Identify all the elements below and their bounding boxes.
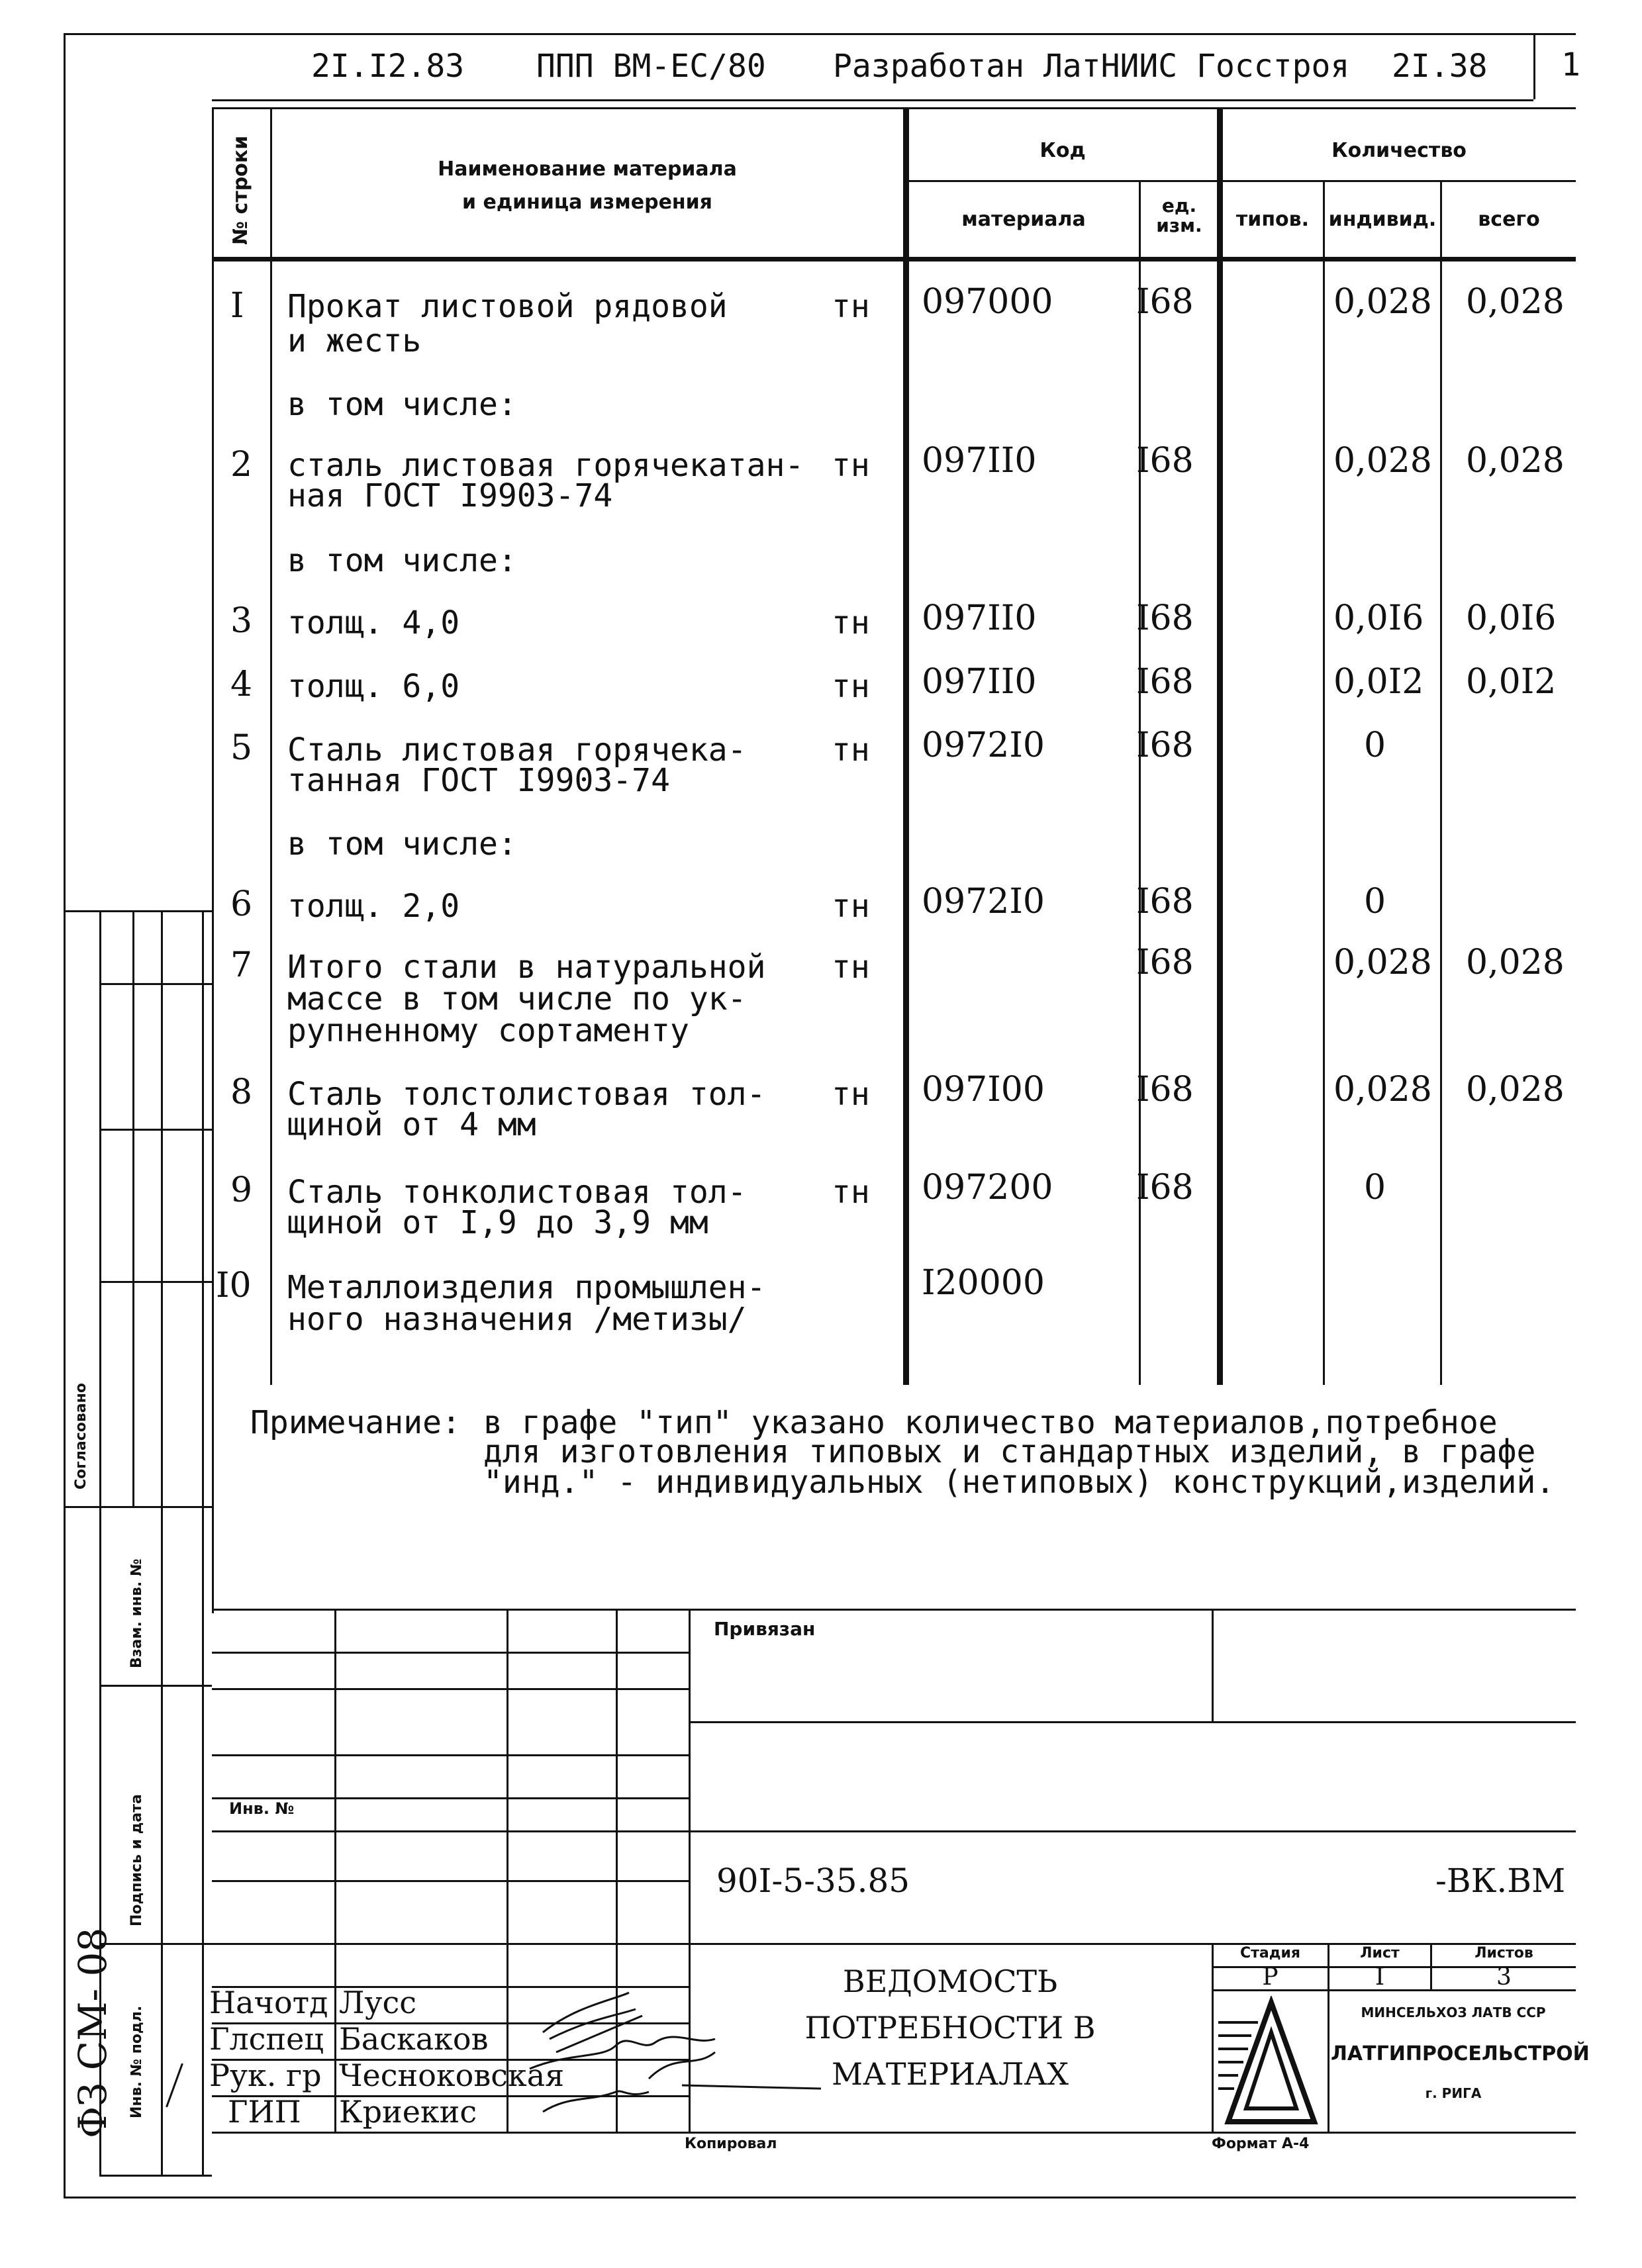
stage-value: Р (1262, 1963, 1279, 1991)
sidebar-line-c (161, 910, 163, 2177)
sheet-label: Лист (1360, 1945, 1400, 1961)
sidebar-bottom (99, 2175, 212, 2177)
row-name: в том числе: (287, 826, 517, 863)
row-no: 3 (230, 601, 253, 641)
row-total: 0,028 (1466, 943, 1565, 982)
stamp-copied: Копировал (685, 2136, 777, 2152)
header-date: 2I.I2.83 (311, 48, 465, 85)
stamp-title-2: ПОТРЕБНОСТИ В (804, 2010, 1096, 2046)
col-row-no: № строки (229, 135, 252, 245)
sheet-value: I (1375, 1963, 1385, 1991)
row-material: 097II0 (922, 598, 1037, 638)
row-no: I (230, 286, 244, 326)
sidebar-line-d (202, 910, 204, 2177)
row-name: Прокат листовой рядовой (287, 288, 728, 325)
sidebar-hl-3 (99, 1281, 212, 1283)
col-q-total: всего (1478, 208, 1540, 231)
row-name: щиной от I,9 до 3,9 мм (287, 1204, 708, 1241)
stamp-row-2 (212, 1688, 689, 1690)
col-sep-code (1217, 107, 1223, 1385)
col-q-ind: индивид. (1328, 208, 1437, 231)
sidebar-fz: ФЗ СМ- 08 (70, 1927, 115, 2138)
row-material: 097II0 (922, 662, 1037, 702)
row-uom: I68 (1136, 598, 1194, 638)
row-unit: тн (832, 604, 870, 641)
stamp-role: Глспец (209, 2021, 324, 2057)
row-uom: I68 (1136, 1168, 1194, 1207)
row-name: толщ. 2,0 (287, 888, 460, 925)
org-line-1: МИНСЕЛЬХОЗ ЛАТВ ССР (1361, 2005, 1546, 2020)
row-ind: 0 (1364, 1168, 1386, 1207)
stamp-name: Баскаков (339, 2021, 489, 2057)
row-total: 0,028 (1466, 1070, 1565, 1110)
header-code: 2I.38 (1392, 48, 1488, 85)
note-line-1: в графе "тип" указано количество материалов,потребное (483, 1404, 1498, 1441)
row-unit: тн (832, 949, 870, 986)
table-head-bottom (212, 257, 1576, 261)
row-total: 0,028 (1466, 441, 1565, 481)
stamp-title-1: ВЕДОМОСТЬ (842, 1963, 1058, 1999)
sidebar-hl-1 (99, 983, 212, 985)
header-ppp: ППП ВМ-ЕС/80 (536, 48, 766, 85)
stamp-col-1 (334, 1609, 336, 2132)
row-unit: тн (832, 732, 870, 769)
org-logo-icon (1218, 1996, 1324, 2128)
row-ind: 0 (1364, 726, 1386, 765)
stamp-row-1 (212, 1652, 689, 1654)
row-no: 4 (230, 665, 253, 704)
stamp-row-4 (212, 1754, 689, 1756)
stamp-name: Лусс (339, 1985, 416, 2020)
row-ind: 0,0I6 (1333, 598, 1424, 638)
row-unit: тн (832, 1174, 870, 1211)
row-uom: I68 (1136, 1070, 1194, 1110)
note-label: Примечание: (250, 1404, 461, 1441)
row-total: 0,028 (1466, 282, 1565, 322)
row-uom: I68 (1136, 882, 1194, 921)
sidebar-hl-2 (99, 1129, 212, 1131)
sidebar-top (64, 910, 212, 912)
row-ind: 0,028 (1333, 282, 1432, 322)
row-no: 8 (230, 1072, 253, 1112)
row-no: 5 (230, 728, 253, 768)
sidebar-vzam: Взам. инв. № (128, 1558, 145, 1668)
sheets-label: Листов (1474, 1945, 1533, 1961)
row-ind: 0 (1364, 882, 1386, 921)
col-sep-typ (1323, 180, 1325, 1385)
row-uom: I68 (1136, 282, 1194, 322)
col-name-2: и единица измерения (462, 191, 712, 214)
row-unit: тн (832, 447, 870, 484)
row-no: I0 (216, 1266, 252, 1305)
table-left (212, 107, 214, 1613)
stamp-inv-no: Инв. № (229, 1799, 295, 1818)
row-name: ная ГОСТ I9903-74 (287, 477, 613, 514)
org-line-3: г. РИГА (1425, 2085, 1482, 2101)
row-material: I20000 (922, 1263, 1045, 1303)
stamp-top (212, 1609, 1576, 1611)
row-ind: 0,028 (1333, 943, 1432, 982)
stamp-name: Чесноковская (339, 2057, 565, 2093)
stamp-role: Начотд (209, 1985, 328, 2020)
col-code-unit: ед. изм. (1156, 195, 1202, 236)
col-code-material: материала (961, 208, 1086, 231)
row-name: толщ. 6,0 (287, 668, 460, 705)
row-uom: I68 (1136, 441, 1194, 481)
col-name-1: Наименование материала (438, 158, 737, 181)
stamp-doc-suffix: -ВК.ВМ (1435, 1862, 1566, 1900)
row-uom: I68 (1136, 943, 1194, 982)
row-unit: тн (832, 1076, 870, 1113)
stage-label: Стадия (1239, 1945, 1301, 1961)
col-sep-ind (1440, 180, 1442, 1385)
note-line-3: "инд." - индивидуальных (нетиповых) конструкций,изделий. (483, 1464, 1555, 1501)
sidebar-line-b (132, 910, 134, 1506)
stamp-role: Рук. гр (209, 2057, 322, 2093)
row-total: 0,0I2 (1466, 662, 1557, 702)
frame-left (64, 33, 66, 2198)
stamp-doc-code: 90I-5-35.85 (716, 1862, 910, 1900)
row-unit: тн (832, 668, 870, 705)
col-q-typ: типов. (1235, 208, 1310, 231)
stamp-col-2 (507, 1609, 508, 2132)
sidebar-inv-podl: Инв. № подл. (128, 2005, 145, 2118)
code-subhead-line (906, 180, 1576, 182)
stamp-col-5 (1212, 1609, 1214, 1721)
sidebar-agreed: Согласовано (73, 1383, 89, 1489)
stamp-privyazan: Привязан (714, 1618, 816, 1640)
row-ind: 0,028 (1333, 1070, 1432, 1110)
row-material: 0972I0 (922, 882, 1045, 921)
row-name: Сталь листовая горячека- (287, 732, 747, 769)
frame-top (64, 33, 1576, 35)
row-unit: тн (832, 288, 870, 325)
row-uom: I68 (1136, 726, 1194, 765)
stamp-bottom (212, 2132, 1576, 2134)
col-quantity: Количество (1331, 139, 1467, 162)
row-name: Сталь толстолистовая тол- (287, 1076, 766, 1113)
sidebar-hl-6 (99, 1943, 212, 1945)
sidebar-hl-5 (99, 1685, 212, 1687)
row-name: Итого стали в натуральной (287, 949, 766, 986)
org-line-2: ЛАТГИПРОСЕЛЬСТРОЙ (1331, 2042, 1590, 2065)
row-uom: I68 (1136, 662, 1194, 702)
row-name: щиной от 4 мм (287, 1106, 536, 1143)
logo-divider (1328, 1989, 1329, 2132)
row-name: рупненному сортаменту (287, 1012, 689, 1049)
row-total: 0,0I6 (1466, 598, 1557, 638)
stamp-left-mark (166, 2063, 183, 2108)
stamp-row-7 (212, 1880, 689, 1882)
row-name: толщ. 4,0 (287, 604, 460, 641)
row-ind: 0,028 (1333, 441, 1432, 481)
sheets-value: 3 (1496, 1963, 1512, 1991)
stamp-role: ГИП (228, 2094, 301, 2130)
note-line-2: для изготовления типовых и стандартных изделий, в графе (483, 1433, 1536, 1470)
header-developer: Разработан ЛатНИИС Госстроя (833, 48, 1350, 85)
table-head-top (212, 107, 1576, 109)
header-page: 1 (1561, 46, 1580, 83)
signature-scribbles (516, 1953, 887, 2132)
row-no: 6 (230, 884, 253, 924)
row-material: 097200 (922, 1168, 1053, 1207)
row-no: 2 (230, 445, 253, 485)
stamp-format: Формат А-4 (1212, 2136, 1310, 2152)
stamp-row-6 (212, 1830, 1576, 1832)
header-bottom (212, 99, 1533, 101)
row-name: массе в том числе по ук- (287, 980, 747, 1017)
row-no: 7 (230, 945, 253, 985)
row-name: Металлоизделия промышлен- (287, 1269, 766, 1306)
row-material: 097I00 (922, 1070, 1045, 1110)
sidebar-podpis: Подпись и дата (128, 1794, 145, 1926)
row-name: в том числе: (287, 386, 517, 423)
stamp-title-3: МАТЕРИАЛАХ (831, 2056, 1069, 2092)
row-material: 0972I0 (922, 726, 1045, 765)
row-ind: 0,0I2 (1333, 662, 1424, 702)
row-unit: тн (832, 888, 870, 925)
row-name: в том числе: (287, 542, 517, 579)
sidebar-hl-4 (64, 1506, 212, 1508)
stamp-name: Криекис (339, 2094, 477, 2130)
row-name: сталь листовая горячекатан- (287, 447, 804, 484)
row-name: и жесть (287, 322, 422, 359)
col-sep-no (270, 107, 272, 1385)
row-no: 9 (230, 1170, 253, 1210)
row-material: 097II0 (922, 441, 1037, 481)
col-sep-name (903, 107, 909, 1385)
frame-bottom (64, 2197, 1576, 2198)
row-name: Сталь тонколистовая тол- (287, 1174, 747, 1211)
row-name: танная ГОСТ I9903-74 (287, 762, 670, 799)
row-name: ного назначения /метизы/ (287, 1301, 747, 1338)
row-material: 097000 (922, 282, 1053, 322)
header-divider (1533, 33, 1535, 99)
stamp-row-3 (689, 1721, 1576, 1723)
col-code: Код (1039, 139, 1086, 162)
